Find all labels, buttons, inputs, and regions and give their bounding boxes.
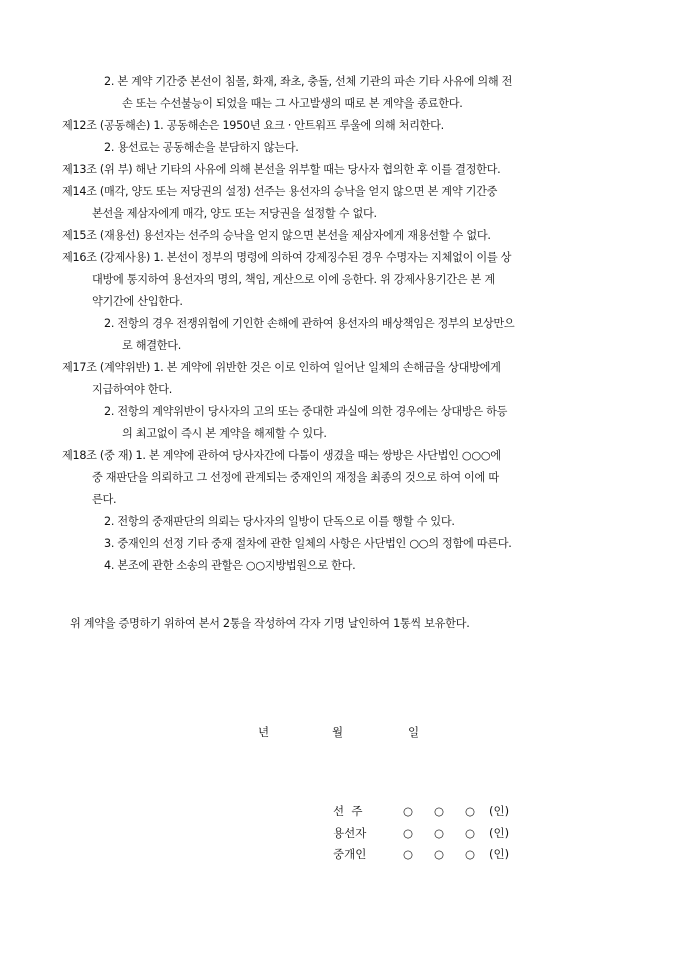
article-line: 지급하여야 한다. bbox=[92, 383, 173, 396]
article-line: 제16조 (강제사용) 1. 본선이 정부의 명령에 의하여 강제징수된 경우 수명자는 지체없이 이를 상 bbox=[62, 251, 512, 264]
article-line: 2. 본 계약 기간중 본선이 침몰, 화재, 좌초, 충돌, 선체 기관의 파손 기타 사유에 의해 전 bbox=[104, 75, 513, 88]
date-day-label: 일 bbox=[408, 725, 420, 739]
article-line: 본선을 제삼자에게 매각, 양도 또는 저당권을 설정할 수 없다. bbox=[92, 207, 377, 220]
article-line: 제15조 (재용선) 용선자는 선주의 승낙을 얻지 않으면 본선을 제삼자에게 재용선할 수 없다. bbox=[62, 229, 491, 242]
article-line: 제12조 (공동해손) 1. 공동해손은 1950년 요크 · 안트워프 루울에 의해 처리한다. bbox=[62, 119, 444, 132]
article-line: 3. 중재인의 선정 기타 중재 절차에 관한 일체의 사항은 사단법인 ○○의 정함에 따른다. bbox=[104, 537, 512, 550]
name-placeholder: ○ bbox=[434, 847, 445, 861]
name-placeholder: ○ bbox=[434, 804, 445, 818]
article-line: 제17조 (계약위반) 1. 본 계약에 위반한 것은 이로 인하여 일어난 일체의 손해금을 상대방에게 bbox=[62, 361, 501, 374]
signatory-role: 용선자 bbox=[333, 826, 367, 840]
article-line: 2. 전항의 계약위반이 당사자의 고의 또는 중대한 과실에 의한 경우에는 상대방은 하등 bbox=[104, 405, 508, 418]
signatory-role: 중개인 bbox=[333, 847, 367, 861]
seal-mark: (인) bbox=[489, 847, 510, 861]
article-line: 제13조 (위 부) 해난 기타의 사유에 의해 본선을 위부할 때는 당사자 협의한 후 이를 결정한다. bbox=[62, 163, 501, 176]
name-placeholder: ○ bbox=[403, 826, 414, 840]
name-placeholder: ○ bbox=[434, 826, 445, 840]
article-line: 제14조 (매각, 양도 또는 저당권의 설정) 선주는 용선자의 승낙을 얻지 않으면 본 계약 기간중 bbox=[62, 185, 498, 198]
article-line: 2. 전항의 중재판단의 의뢰는 당사자의 일방이 단독으로 이를 행할 수 있다. bbox=[104, 515, 455, 528]
article-line: 의 최고없이 즉시 본 계약을 해제할 수 있다. bbox=[122, 427, 327, 440]
article-line: 2. 용선료는 공동해손을 분담하지 않는다. bbox=[104, 141, 299, 154]
article-line: 대방에 통지하여 용선자의 명의, 책임, 계산으로 이에 응한다. 위 강제사용기간은 본 계 bbox=[92, 273, 495, 286]
article-line: 4. 본조에 관한 소송의 관할은 ○○지방법원으로 한다. bbox=[104, 559, 356, 572]
name-placeholder: ○ bbox=[403, 847, 414, 861]
article-line: 손 또는 수선불능이 되었을 때는 그 사고발생의 때로 본 계약을 종료한다. bbox=[122, 97, 463, 110]
name-placeholder: ○ bbox=[465, 847, 476, 861]
article-line: 2. 전항의 경우 전쟁위험에 기인한 손해에 관하여 용선자의 배상책임은 정부의 보상만으 bbox=[104, 317, 515, 330]
article-line: 른다. bbox=[92, 493, 117, 506]
closing-statement: 위 계약을 증명하기 위하여 본서 2통을 작성하여 각자 기명 날인하여 1통씩 보유한다. bbox=[70, 617, 470, 630]
article-line: 약기간에 산입한다. bbox=[92, 295, 183, 308]
name-placeholder: ○ bbox=[403, 804, 414, 818]
date-year-label: 년 bbox=[258, 725, 270, 739]
seal-mark: (인) bbox=[489, 804, 510, 818]
name-placeholder: ○ bbox=[465, 804, 476, 818]
article-line: 로 해결한다. bbox=[122, 339, 182, 352]
date-month-label: 월 bbox=[332, 725, 344, 739]
article-line: 제18조 (중 재) 1. 본 계약에 관하여 당사자간에 다툼이 생겼을 때는 쌍방은 사단법인 ○○○에 bbox=[62, 449, 501, 462]
name-placeholder: ○ bbox=[465, 826, 476, 840]
seal-mark: (인) bbox=[489, 826, 510, 840]
signatory-role: 선 주 bbox=[333, 804, 363, 818]
article-line: 중 재판단을 의뢰하고 그 선정에 관계되는 중재인의 재정을 최종의 것으로 하여 이에 따 bbox=[92, 471, 499, 484]
